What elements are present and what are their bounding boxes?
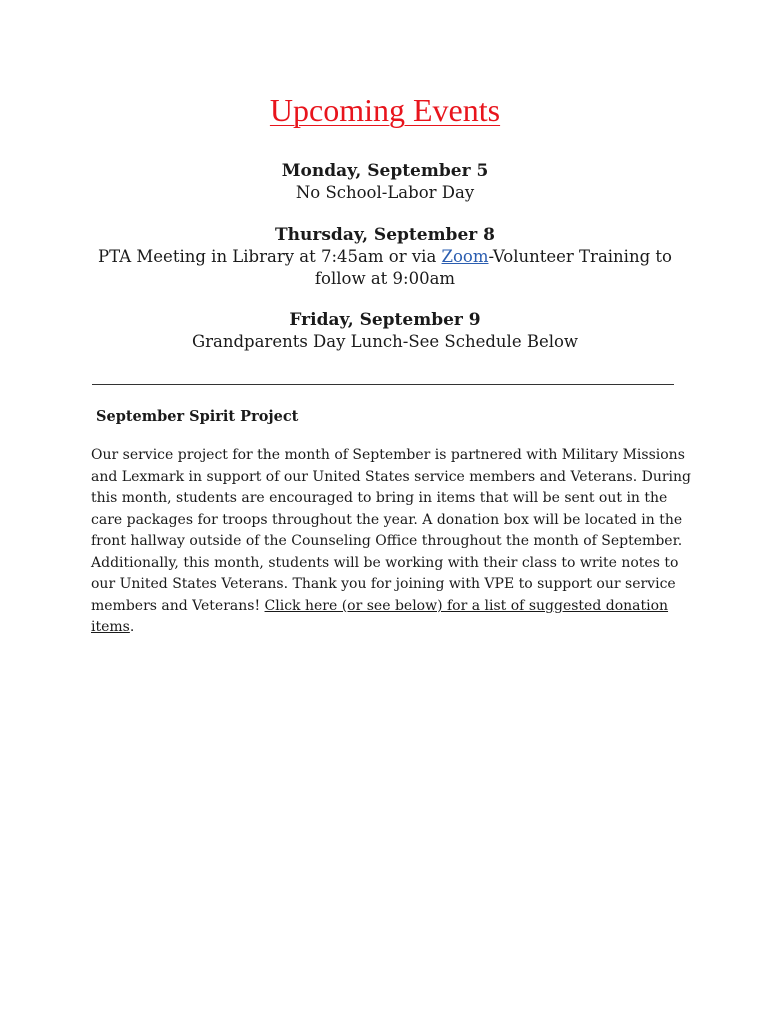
donation-items-link[interactable]: Click here (or see below) for a list of suggested donation items — [91, 597, 669, 635]
event-description-after: -Volunteer Training to follow at 9:00am — [314, 247, 672, 288]
event-description: No School-Labor Day — [295, 183, 475, 202]
section-title: September Spirit Project — [96, 408, 299, 425]
event-description: Grandparents Day Lunch-See Schedule Below — [191, 332, 579, 351]
event-date: Thursday, September 8 — [275, 225, 495, 245]
page-title-text: Upcoming Events — [269, 92, 501, 128]
event-date: Friday, September 9 — [289, 310, 481, 330]
event-thursday — [80, 224, 690, 290]
divider-line — [92, 384, 674, 385]
event-date: Monday, September 5 — [281, 161, 489, 181]
section-body-end: . — [129, 619, 135, 635]
event-description-before: PTA Meeting in Library at 7:45am or via — [98, 247, 442, 266]
section-body-text: Our service project for the month of September is partnered with Military Missions and Lexmark in support of our United States service members and Veterans. During this month, students are encouraged to bring in items that will be sent out in the care packages for troops throughout the year. A donation box will be located in the front hallway outside of the Counseling Office throughout the month of September. Additionally, this month, students will be working with their class to write notes to our United States Veterans. Thank you for joining with VPE to support our service members and Veterans! — [91, 447, 692, 614]
event-friday — [80, 309, 690, 353]
section-body — [91, 445, 691, 639]
zoom-link[interactable]: Zoom — [441, 247, 489, 266]
event-description — [80, 246, 690, 290]
page-title — [0, 92, 770, 129]
event-monday — [80, 160, 690, 204]
